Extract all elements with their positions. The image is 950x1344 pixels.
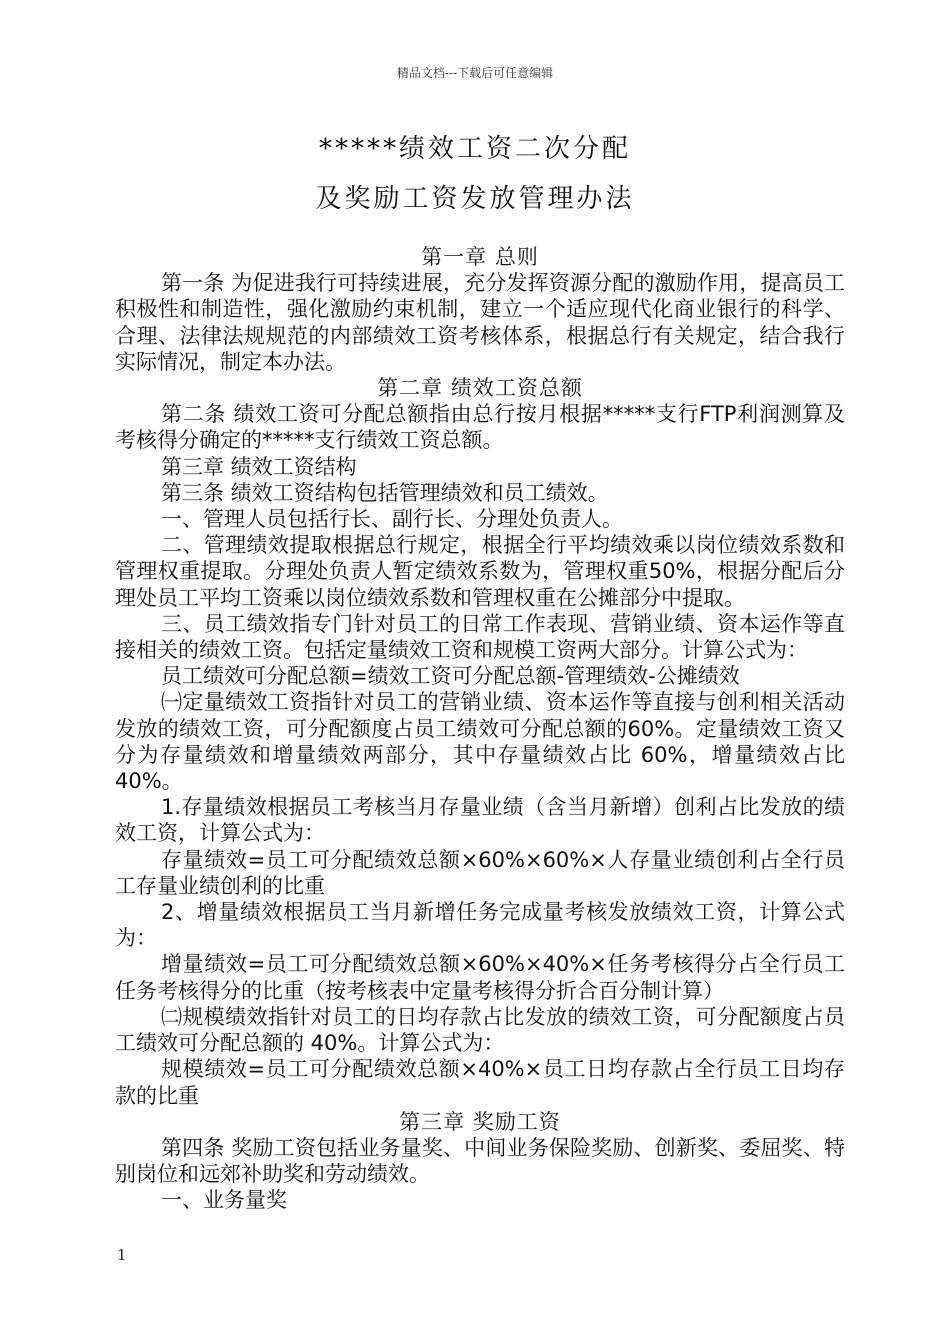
chapter-heading: 第一章 总则 bbox=[421, 245, 539, 269]
paragraph: ㈠定量绩效工资指针对员工的营销业绩、资本运作等直接与创利相关活动发放的绩效工资，可分配额度占员工绩效可分配总额的60%。定量绩效工资又分为存量绩效和增量绩效两部分，其中存量绩效占比 60%，增量绩效占比 40%。 bbox=[115, 690, 845, 794]
paragraph: 一、管理人员包括行长、副行长、分理处负责人。 bbox=[161, 507, 623, 532]
paragraph: 2、增量绩效根据员工当月新增任务完成量考核发放绩效工资，计算公式为： bbox=[115, 900, 845, 951]
paragraph: 第四条 奖励工资包括业务量奖、中间业务保险奖励、创新奖、委屈奖、特别岗位和远郊补助奖和劳动绩效。 bbox=[115, 1135, 845, 1187]
paragraph: 三、员工绩效指专门针对员工的日常工作表现、营销业绩、资本运作等直接相关的绩效工资。包括定量绩效工资和规模工资两大部分。计算公式为： bbox=[115, 611, 845, 663]
paragraph: 第二条 绩效工资可分配总额指由总行按月根据*****支行FTP利润测算及考核得分确定的*****支行绩效工资总额。 bbox=[115, 402, 845, 453]
paragraph: ㈡规模绩效指针对员工的日均存款占比发放的绩效工资，可分配额度占员工绩效可分配总额的 40%。计算公式为： bbox=[115, 1004, 845, 1056]
paragraph: 第一条 为促进我行可持续进展，充分发挥资源分配的激励作用，提高员工积极性和制造性，强化激励约束机制，建立一个适应现代化商业银行的科学、合理、法律法规规范的内部绩效工资考核体系，根据总行有关规定，结合我行实际情况，制定本办法。 bbox=[115, 271, 845, 374]
paragraph: 一、业务量奖 bbox=[161, 1188, 287, 1213]
paragraph: 规模绩效=员工可分配绩效总额×40%×员工日均存款占全行员工日均存款的比重 bbox=[115, 1057, 845, 1108]
chapter-heading: 第二章 绩效工资总额 bbox=[377, 376, 583, 401]
paragraph: 增量绩效=员工可分配绩效总额×60%×40%×任务考核得分占全行员工任务考核得分的比重（按考核表中定量考核得分折合百分制计算） bbox=[115, 952, 845, 1003]
paragraph: 存量绩效=员工可分配绩效总额×60%×60%×人存量业绩创利占全行员工存量业绩创利的比重 bbox=[115, 847, 845, 898]
document-body bbox=[115, 244, 845, 1214]
paragraph: 员工绩效可分配总额=绩效工资可分配总额-管理绩效-公摊绩效 bbox=[161, 664, 740, 689]
paragraph: 第三条 绩效工资结构包括管理绩效和员工绩效。 bbox=[161, 480, 609, 505]
paragraph: 二、管理绩效提取根据总行规定，根据全行平均绩效乘以岗位绩效系数和管理权重提取。分理处负责人暂定绩效系数为，管理权重50%，根据分配后分理处员工平均工资乘以岗位绩效系数和管理权重在公摊部分中提取。 bbox=[115, 533, 845, 610]
header-note: 精品文档---下载后可任意编辑 bbox=[396, 66, 554, 80]
chapter-heading: 第三章 奖励工资 bbox=[399, 1109, 561, 1134]
document-title-line-1: *****绩效工资二次分配 bbox=[318, 134, 631, 164]
paragraph: 1.存量绩效根据员工考核当月存量业绩（含当月新增）创利占比发放的绩效工资，计算公式为： bbox=[115, 795, 845, 846]
page-number: 1 bbox=[117, 1246, 127, 1264]
document-title-line-2: 及奖励工资发放管理办法 bbox=[315, 184, 635, 214]
paragraph: 第三章 绩效工资结构 bbox=[161, 454, 357, 479]
